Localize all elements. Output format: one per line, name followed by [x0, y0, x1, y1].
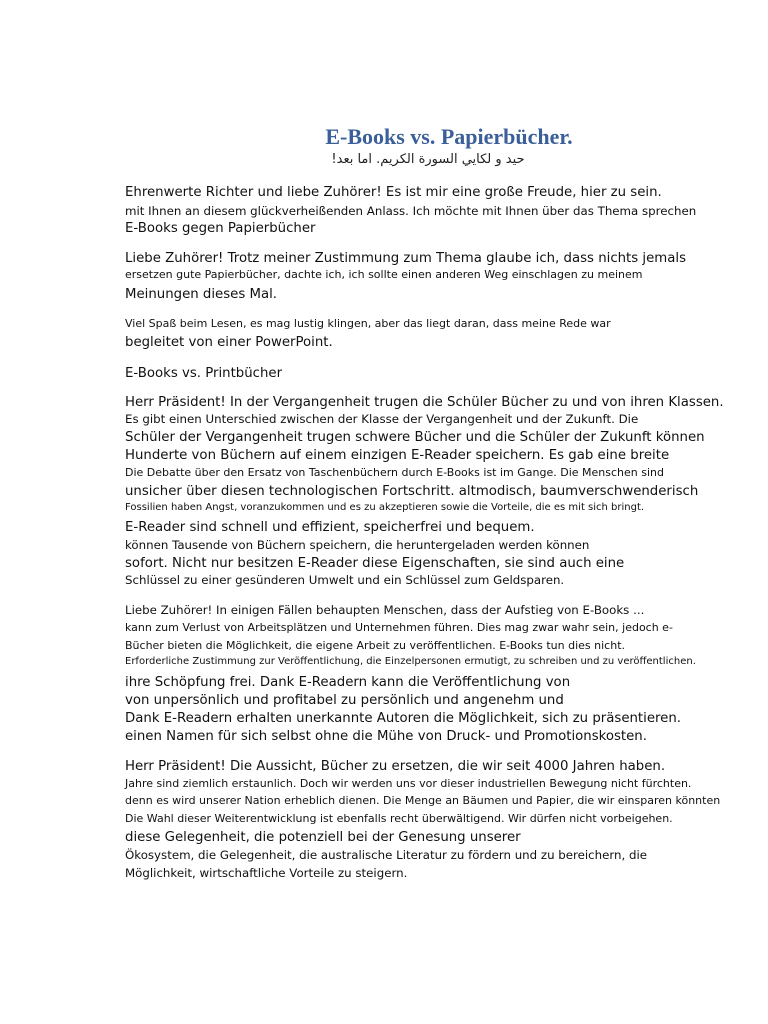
text-line: E-Books gegen Papierbücher: [125, 221, 316, 236]
text-line: Die Debatte über den Ersatz von Taschenbüchern durch E-Books ist im Gange. Die Menschen sind: [125, 466, 664, 479]
text-line: Schüler der Vergangenheit trugen schwere Bücher und die Schüler der Zukunft können: [125, 430, 705, 445]
text-line: Jahre sind ziemlich erstaunlich. Doch wir werden uns vor dieser industriellen Bewegung nicht fürchten.: [125, 777, 692, 790]
text-line: Ehrenwerte Richter und liebe Zuhörer! Es ist mir eine große Freude, hier zu sein.: [125, 185, 662, 200]
text-line: einen Namen für sich selbst ohne die Mühe von Druck- und Promotionskosten.: [125, 729, 647, 744]
text-line: Ökosystem, die Gelegenheit, die australische Literatur zu fördern und zu bereichern, die: [125, 848, 648, 862]
text-line: Schlüssel zu einer gesünderen Umwelt und ein Schlüssel zum Geldsparen.: [125, 573, 565, 587]
text-line: Möglichkeit, wirtschaftliche Vorteile zu steigern.: [125, 866, 408, 880]
text-line: Fossilien haben Angst, voranzukommen und es zu akzeptieren sowie die Vorteile, die es mit sich bringt.: [125, 502, 645, 513]
text-line: können Tausende von Büchern speichern, die heruntergeladen werden können: [125, 538, 590, 552]
arabic-greeting: ﺣﻴﺪ و ﻟﻜﺎﻳﻲ ﺍﻟﺴﻮﺭﺓ ﺍﻟﻜﺮﻳﻢ. ﺍﻣﺎ ﺑﻌﺪ!: [331, 152, 525, 167]
text-line: begleitet von einer PowerPoint.: [125, 335, 333, 350]
text-line: Es gibt einen Unterschied zwischen der Klasse der Vergangenheit und der Zukunft. Die: [125, 412, 639, 426]
text-line: Die Wahl dieser Weiterentwicklung ist ebenfalls recht überwältigend. Wir dürfen nicht vorbeigehen.: [125, 812, 673, 825]
text-line: Erforderliche Zustimmung zur Veröffentlichung, die Einzelpersonen ermutigt, zu schreiben und zu veröffentlichen.: [125, 656, 696, 667]
text-line: Dank E-Readern erhalten unerkannte Autoren die Möglichkeit, sich zu präsentieren.: [125, 711, 682, 726]
text-line: kann zum Verlust von Arbeitsplätzen und Unternehmen führen. Dies mag zwar wahr sein, jedoch e-: [125, 621, 673, 634]
text-line: Liebe Zuhörer! In einigen Fällen behaupten Menschen, dass der Aufstieg von E-Books ...: [125, 603, 645, 617]
text-line: Viel Spaß beim Lesen, es mag lustig klingen, aber das liegt daran, dass meine Rede war: [125, 317, 611, 330]
text-line: ersetzen gute Papierbücher, dachte ich, ich sollte einen anderen Weg einschlagen zu meinem: [125, 268, 643, 281]
section-heading: E-Books vs. Printbücher: [125, 366, 283, 381]
text-line: E-Reader sind schnell und effizient, speicherfrei und bequem.: [125, 520, 535, 535]
text-line: sofort. Nicht nur besitzen E-Reader diese Eigenschaften, sie sind auch eine: [125, 556, 625, 571]
text-line: Liebe Zuhörer! Trotz meiner Zustimmung zum Thema glaube ich, dass nichts jemals: [125, 251, 687, 266]
text-line: Hunderte von Büchern auf einem einzigen E-Reader speichern. Es gab eine breite: [125, 448, 670, 463]
text-line: Herr Präsident! In der Vergangenheit trugen die Schüler Bücher zu und von ihren Klassen.: [125, 395, 724, 410]
text-line: Meinungen dieses Mal.: [125, 287, 278, 302]
text-line: ihre Schöpfung frei. Dank E-Readern kann die Veröffentlichung von: [125, 675, 571, 690]
text-line: mit Ihnen an diesem glückverheißenden Anlass. Ich möchte mit Ihnen über das Thema sprechen: [125, 204, 697, 218]
text-line: von unpersönlich und profitabel zu persönlich und angenehm und: [125, 693, 564, 708]
document-title: E-Books vs. Papierbücher.: [325, 124, 573, 149]
text-line: Herr Präsident! Die Aussicht, Bücher zu ersetzen, die wir seit 4000 Jahren haben.: [125, 759, 666, 774]
text-line: diese Gelegenheit, die potenziell bei der Genesung unserer: [125, 830, 521, 845]
text-line: unsicher über diesen technologischen Fortschritt. altmodisch, baumverschwenderisch: [125, 484, 699, 499]
text-line: Bücher bieten die Möglichkeit, die eigene Arbeit zu veröffentlichen. E-Books tun dies nicht.: [125, 639, 626, 652]
text-line: denn es wird unserer Nation erheblich dienen. Die Menge an Bäumen und Papier, die wir einsparen könnten: [125, 794, 721, 807]
